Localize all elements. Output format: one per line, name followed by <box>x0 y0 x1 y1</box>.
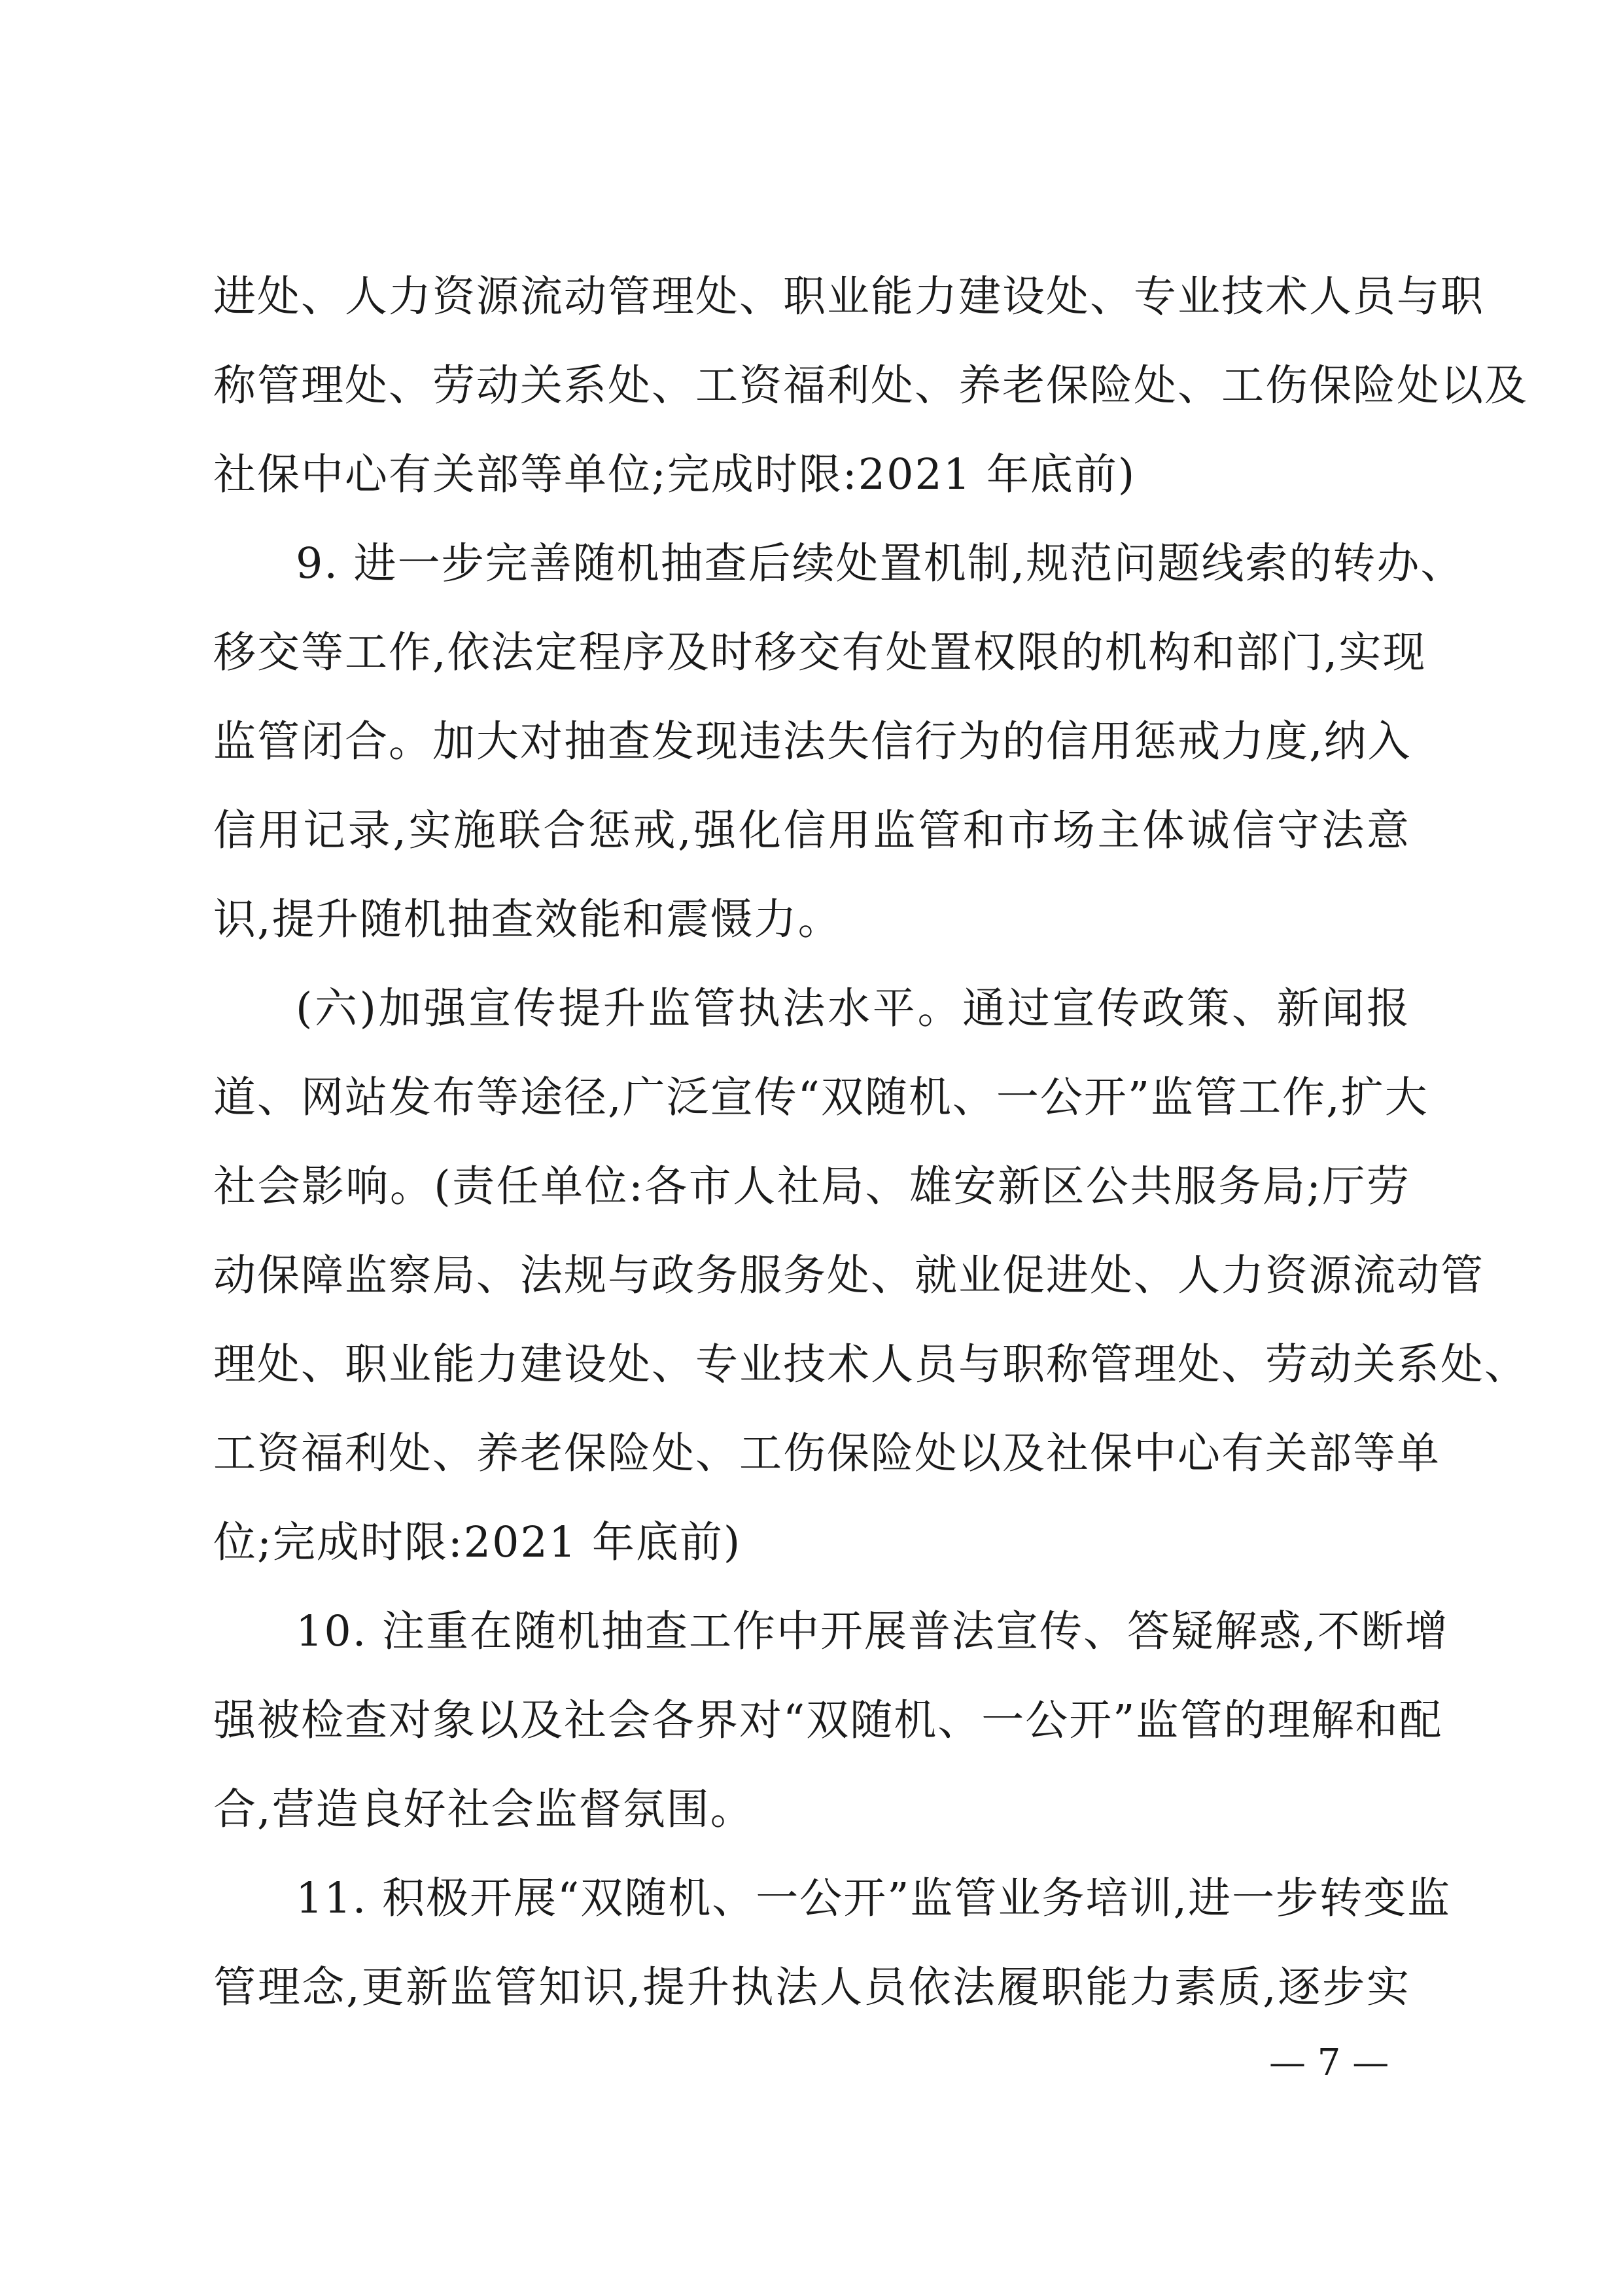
text-line-3: 社保中心有关部等单位;完成时限:2021 年底前) <box>213 450 1136 499</box>
section-6-line-4: 动保障监察局、法规与政务服务处、就业促进处、人力资源流动管 <box>213 1251 1485 1300</box>
section-6-line-6: 工资福利处、养老保险处、工伤保险处以及社保中心有关部等单 <box>213 1429 1441 1478</box>
paragraph-10-line-2: 强被检查对象以及社会各界对“双随机、一公开”监管的理解和配 <box>213 1696 1443 1745</box>
page-number: — 7 — <box>1269 2041 1389 2084</box>
paragraph-9-line-1: 9. 进一步完善随机抽查后续处置机制,规范问题线索的转办、 <box>296 539 1465 588</box>
section-6-line-5: 理处、职业能力建设处、专业技术人员与职称管理处、劳动关系处、 <box>213 1340 1529 1389</box>
text-line-1: 进处、人力资源流动管理处、职业能力建设处、专业技术人员与职 <box>213 272 1485 321</box>
paragraph-11-line-1: 11. 积极开展“双随机、一公开”监管业务培训,进一步转变监 <box>296 1874 1452 1923</box>
paragraph-10-line-3: 合,营造良好社会监督氛围。 <box>213 1785 754 1834</box>
section-6-line-2: 道、网站发布等途径,广泛宣传“双随机、一公开”监管工作,扩大 <box>213 1073 1429 1122</box>
text-line-2: 称管理处、劳动关系处、工资福利处、养老保险处、工伤保险处以及 <box>213 361 1529 410</box>
paragraph-10-line-1: 10. 注重在随机抽查工作中开展普法宣传、答疑解惑,不断增 <box>296 1607 1449 1656</box>
paragraph-9-line-4: 信用记录,实施联合惩戒,强化信用监管和市场主体诚信守法意 <box>213 806 1410 855</box>
section-6-line-3: 社会影响。(责任单位:各市人社局、雄安新区公共服务局;厅劳 <box>213 1162 1410 1211</box>
section-6-heading-line-1: (六)加强宣传提升监管执法水平。通过宣传政策、新闻报 <box>296 984 1410 1033</box>
paragraph-9-line-5: 识,提升随机抽查效能和震慑力。 <box>213 895 842 944</box>
paragraph-9-line-2: 移交等工作,依法定程序及时移交有处置权限的机构和部门,实现 <box>213 628 1427 677</box>
paragraph-11-line-2: 管理念,更新监管知识,提升执法人员依法履职能力素质,逐步实 <box>213 1963 1410 2012</box>
paragraph-9-line-3: 监管闭合。加大对抽查发现违法失信行为的信用惩戒力度,纳入 <box>213 717 1412 766</box>
section-6-line-7: 位;完成时限:2021 年底前) <box>213 1518 742 1567</box>
